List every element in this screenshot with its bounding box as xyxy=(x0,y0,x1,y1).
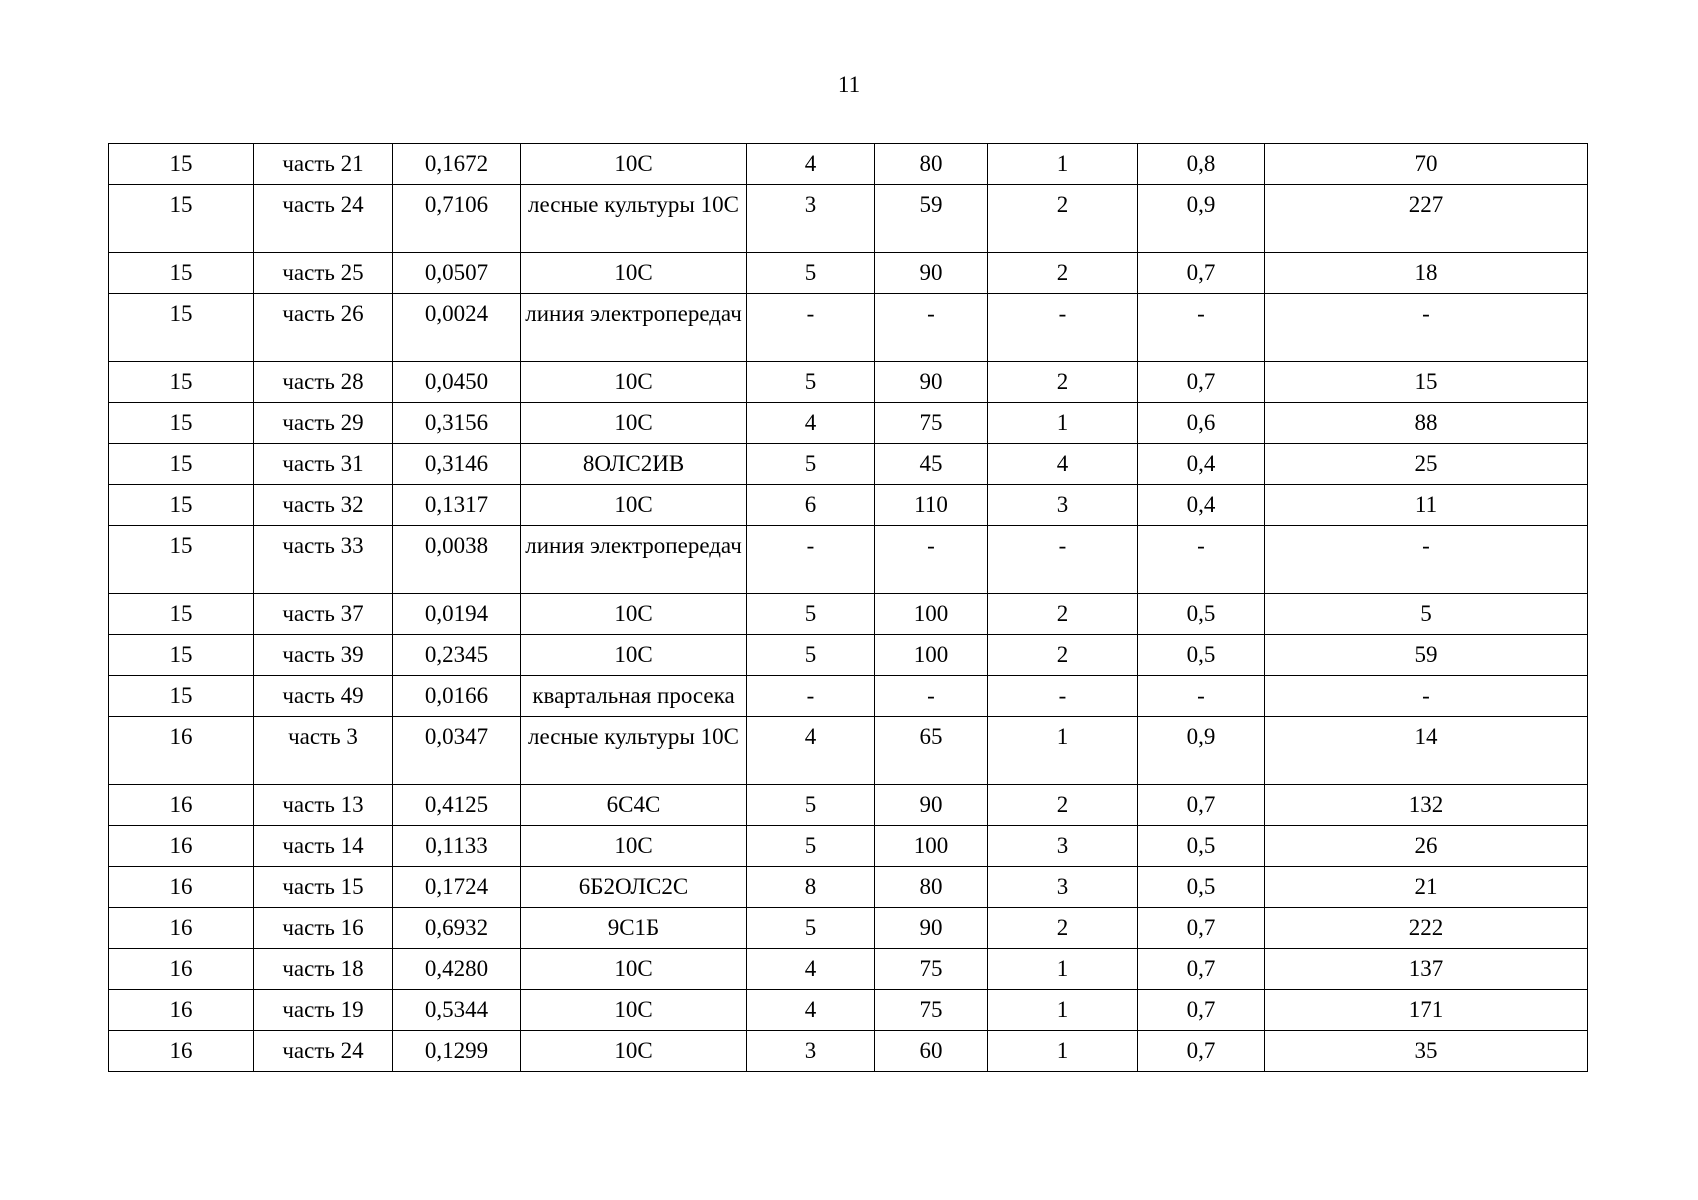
value-cell: 0,4 xyxy=(1138,485,1265,526)
part-cell: часть 33 xyxy=(254,526,393,594)
value-cell: 4 xyxy=(747,990,875,1031)
composition-cell: лесные культуры 10С xyxy=(521,717,747,785)
composition-cell: 6С4С xyxy=(521,785,747,826)
table-row xyxy=(109,294,1588,362)
area-cell: 0,0507 xyxy=(393,253,521,294)
value-cell: 0,5 xyxy=(1138,826,1265,867)
value-cell: - xyxy=(988,526,1138,594)
table-row xyxy=(109,253,1588,294)
value-cell: 0,7 xyxy=(1138,362,1265,403)
quarter-cell: 15 xyxy=(109,403,254,444)
value-cell: 1 xyxy=(988,717,1138,785)
value-cell: 3 xyxy=(988,826,1138,867)
value-cell: - xyxy=(875,294,988,362)
value-cell: 4 xyxy=(747,403,875,444)
table-row xyxy=(109,867,1588,908)
quarter-cell: 15 xyxy=(109,444,254,485)
area-cell: 0,1133 xyxy=(393,826,521,867)
value-cell: 5 xyxy=(747,826,875,867)
value-cell: 70 xyxy=(1265,144,1588,185)
quarter-cell: 16 xyxy=(109,717,254,785)
value-cell: - xyxy=(988,676,1138,717)
area-cell: 0,0450 xyxy=(393,362,521,403)
part-cell: часть 21 xyxy=(254,144,393,185)
page-number: 11 xyxy=(837,72,861,97)
table-row xyxy=(109,485,1588,526)
value-cell: 45 xyxy=(875,444,988,485)
value-cell: 5 xyxy=(1265,594,1588,635)
table-row xyxy=(109,717,1588,785)
value-cell: 2 xyxy=(988,908,1138,949)
table-row xyxy=(109,362,1588,403)
composition-cell: 10С xyxy=(521,826,747,867)
value-cell: 6 xyxy=(747,485,875,526)
quarter-cell: 16 xyxy=(109,990,254,1031)
value-cell: 1 xyxy=(988,1031,1138,1072)
composition-cell: 10С xyxy=(521,1031,747,1072)
part-cell: часть 24 xyxy=(254,185,393,253)
composition-cell: 10С xyxy=(521,144,747,185)
value-cell: 35 xyxy=(1265,1031,1588,1072)
value-cell: 0,5 xyxy=(1138,635,1265,676)
value-cell: 1 xyxy=(988,990,1138,1031)
table-row xyxy=(109,594,1588,635)
quarter-cell: 16 xyxy=(109,949,254,990)
table-row xyxy=(109,826,1588,867)
part-cell: часть 28 xyxy=(254,362,393,403)
part-cell: часть 3 xyxy=(254,717,393,785)
value-cell: 5 xyxy=(747,635,875,676)
value-cell: 59 xyxy=(1265,635,1588,676)
value-cell: 171 xyxy=(1265,990,1588,1031)
composition-cell: 9С1Б xyxy=(521,908,747,949)
table-row xyxy=(109,185,1588,253)
value-cell: 100 xyxy=(875,594,988,635)
value-cell: - xyxy=(1138,294,1265,362)
composition-cell: 10С xyxy=(521,990,747,1031)
part-cell: часть 26 xyxy=(254,294,393,362)
value-cell: 3 xyxy=(988,867,1138,908)
value-cell: - xyxy=(875,676,988,717)
composition-cell: квартальная просека xyxy=(521,676,747,717)
table-row xyxy=(109,676,1588,717)
quarter-cell: 16 xyxy=(109,785,254,826)
quarter-cell: 16 xyxy=(109,867,254,908)
value-cell: 227 xyxy=(1265,185,1588,253)
value-cell: - xyxy=(1265,676,1588,717)
composition-cell: линия электропередач xyxy=(521,526,747,594)
quarter-cell: 15 xyxy=(109,485,254,526)
value-cell: - xyxy=(988,294,1138,362)
area-cell: 0,0024 xyxy=(393,294,521,362)
value-cell: 18 xyxy=(1265,253,1588,294)
value-cell: 0,9 xyxy=(1138,185,1265,253)
value-cell: 5 xyxy=(747,362,875,403)
value-cell: - xyxy=(747,676,875,717)
value-cell: 59 xyxy=(875,185,988,253)
area-cell: 0,1299 xyxy=(393,1031,521,1072)
value-cell: 0,7 xyxy=(1138,785,1265,826)
area-cell: 0,0347 xyxy=(393,717,521,785)
value-cell: - xyxy=(747,526,875,594)
area-cell: 0,2345 xyxy=(393,635,521,676)
quarter-cell: 16 xyxy=(109,908,254,949)
value-cell: 2 xyxy=(988,594,1138,635)
value-cell: 0,7 xyxy=(1138,253,1265,294)
part-cell: часть 39 xyxy=(254,635,393,676)
value-cell: 132 xyxy=(1265,785,1588,826)
value-cell: 3 xyxy=(747,1031,875,1072)
value-cell: 75 xyxy=(875,403,988,444)
composition-cell: 6Б2ОЛС2С xyxy=(521,867,747,908)
value-cell: 90 xyxy=(875,908,988,949)
part-cell: часть 19 xyxy=(254,990,393,1031)
composition-cell: линия электропередач xyxy=(521,294,747,362)
area-cell: 0,5344 xyxy=(393,990,521,1031)
quarter-cell: 15 xyxy=(109,526,254,594)
value-cell: 0,7 xyxy=(1138,990,1265,1031)
value-cell: 0,4 xyxy=(1138,444,1265,485)
quarter-cell: 15 xyxy=(109,594,254,635)
value-cell: 137 xyxy=(1265,949,1588,990)
area-cell: 0,3156 xyxy=(393,403,521,444)
value-cell: 15 xyxy=(1265,362,1588,403)
table-row xyxy=(109,144,1588,185)
value-cell: 3 xyxy=(988,485,1138,526)
table-row xyxy=(109,785,1588,826)
composition-cell: 10С xyxy=(521,403,747,444)
part-cell: часть 37 xyxy=(254,594,393,635)
value-cell: 90 xyxy=(875,253,988,294)
value-cell: 2 xyxy=(988,362,1138,403)
value-cell: 222 xyxy=(1265,908,1588,949)
value-cell: 5 xyxy=(747,253,875,294)
area-cell: 0,1672 xyxy=(393,144,521,185)
value-cell: 4 xyxy=(747,949,875,990)
quarter-cell: 16 xyxy=(109,1031,254,1072)
value-cell: 2 xyxy=(988,253,1138,294)
value-cell: 80 xyxy=(875,144,988,185)
value-cell: 90 xyxy=(875,362,988,403)
value-cell: - xyxy=(747,294,875,362)
value-cell: 0,8 xyxy=(1138,144,1265,185)
part-cell: часть 32 xyxy=(254,485,393,526)
composition-cell: лесные культуры 10С xyxy=(521,185,747,253)
value-cell: 0,7 xyxy=(1138,1031,1265,1072)
table-row xyxy=(109,403,1588,444)
table-row xyxy=(109,635,1588,676)
area-cell: 0,4125 xyxy=(393,785,521,826)
quarter-cell: 15 xyxy=(109,253,254,294)
table-row xyxy=(109,526,1588,594)
area-cell: 0,6932 xyxy=(393,908,521,949)
table-row xyxy=(109,908,1588,949)
value-cell: 2 xyxy=(988,785,1138,826)
value-cell: 4 xyxy=(747,144,875,185)
quarter-cell: 15 xyxy=(109,185,254,253)
part-cell: часть 31 xyxy=(254,444,393,485)
value-cell: 1 xyxy=(988,403,1138,444)
value-cell: 60 xyxy=(875,1031,988,1072)
value-cell: 2 xyxy=(988,635,1138,676)
value-cell: - xyxy=(1138,676,1265,717)
value-cell: 26 xyxy=(1265,826,1588,867)
area-cell: 0,0194 xyxy=(393,594,521,635)
composition-cell: 10С xyxy=(521,253,747,294)
part-cell: часть 49 xyxy=(254,676,393,717)
value-cell: 5 xyxy=(747,908,875,949)
area-cell: 0,1724 xyxy=(393,867,521,908)
value-cell: 5 xyxy=(747,594,875,635)
composition-cell: 8ОЛС2ИВ xyxy=(521,444,747,485)
table-body xyxy=(109,144,1588,1072)
value-cell: 4 xyxy=(747,717,875,785)
value-cell: 3 xyxy=(747,185,875,253)
table-row xyxy=(109,990,1588,1031)
value-cell: 0,5 xyxy=(1138,594,1265,635)
value-cell: 11 xyxy=(1265,485,1588,526)
forest-inventory-table xyxy=(108,143,1588,1072)
area-cell: 0,0038 xyxy=(393,526,521,594)
part-cell: часть 16 xyxy=(254,908,393,949)
quarter-cell: 15 xyxy=(109,294,254,362)
table-row xyxy=(109,949,1588,990)
value-cell: 75 xyxy=(875,949,988,990)
part-cell: часть 15 xyxy=(254,867,393,908)
value-cell: 0,7 xyxy=(1138,949,1265,990)
area-cell: 0,0166 xyxy=(393,676,521,717)
value-cell: 21 xyxy=(1265,867,1588,908)
part-cell: часть 13 xyxy=(254,785,393,826)
value-cell: - xyxy=(1265,526,1588,594)
value-cell: 80 xyxy=(875,867,988,908)
value-cell: 0,7 xyxy=(1138,908,1265,949)
value-cell: 0,9 xyxy=(1138,717,1265,785)
part-cell: часть 24 xyxy=(254,1031,393,1072)
quarter-cell: 15 xyxy=(109,144,254,185)
value-cell: 90 xyxy=(875,785,988,826)
part-cell: часть 18 xyxy=(254,949,393,990)
value-cell: 14 xyxy=(1265,717,1588,785)
value-cell: 110 xyxy=(875,485,988,526)
value-cell: 88 xyxy=(1265,403,1588,444)
quarter-cell: 15 xyxy=(109,362,254,403)
composition-cell: 10С xyxy=(521,594,747,635)
value-cell: 5 xyxy=(747,785,875,826)
value-cell: 2 xyxy=(988,185,1138,253)
area-cell: 0,7106 xyxy=(393,185,521,253)
composition-cell: 10С xyxy=(521,949,747,990)
value-cell: - xyxy=(1265,294,1588,362)
value-cell: - xyxy=(1138,526,1265,594)
value-cell: 100 xyxy=(875,826,988,867)
value-cell: 1 xyxy=(988,144,1138,185)
value-cell: 100 xyxy=(875,635,988,676)
part-cell: часть 25 xyxy=(254,253,393,294)
value-cell: 8 xyxy=(747,867,875,908)
value-cell: 25 xyxy=(1265,444,1588,485)
value-cell: 4 xyxy=(988,444,1138,485)
value-cell: 1 xyxy=(988,949,1138,990)
part-cell: часть 29 xyxy=(254,403,393,444)
value-cell: 0,6 xyxy=(1138,403,1265,444)
part-cell: часть 14 xyxy=(254,826,393,867)
value-cell: 0,5 xyxy=(1138,867,1265,908)
quarter-cell: 15 xyxy=(109,635,254,676)
composition-cell: 10С xyxy=(521,485,747,526)
area-cell: 0,4280 xyxy=(393,949,521,990)
table-row xyxy=(109,444,1588,485)
value-cell: 5 xyxy=(747,444,875,485)
composition-cell: 10С xyxy=(521,362,747,403)
table-row xyxy=(109,1031,1588,1072)
area-cell: 0,1317 xyxy=(393,485,521,526)
value-cell: 75 xyxy=(875,990,988,1031)
quarter-cell: 15 xyxy=(109,676,254,717)
quarter-cell: 16 xyxy=(109,826,254,867)
composition-cell: 10С xyxy=(521,635,747,676)
value-cell: 65 xyxy=(875,717,988,785)
value-cell: - xyxy=(875,526,988,594)
area-cell: 0,3146 xyxy=(393,444,521,485)
